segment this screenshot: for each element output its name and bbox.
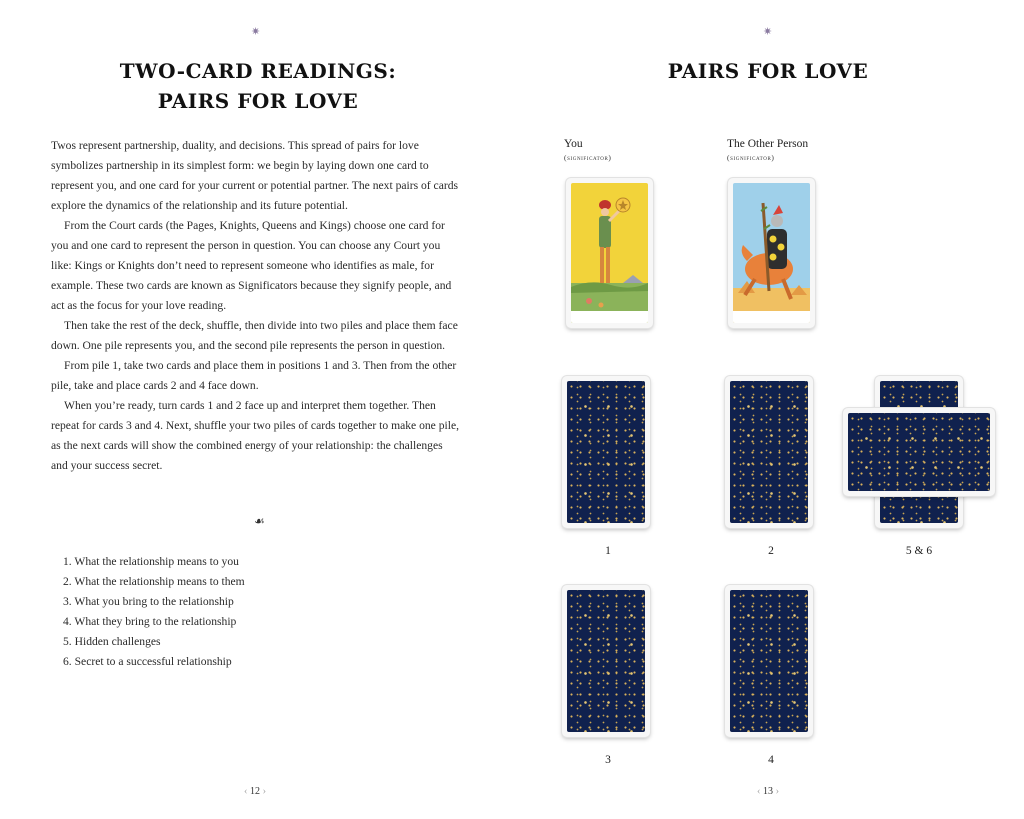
paragraph-5: When you’re ready, turn cards 1 and 2 face up and interpret them together. Then repeat for cards 3 and 4. Next, shuffle your two piles of cards together to make one pile, as the next cards will show the combined energy of your relationship: the challenges and your success secret. — [51, 399, 460, 472]
card-back-pattern — [848, 413, 990, 491]
significator-card-other — [728, 178, 815, 328]
page-number-value: 12 — [250, 786, 260, 797]
face-down-card-4 — [725, 585, 813, 737]
you-sublabel: (significator) — [564, 153, 612, 162]
title-line-1: TWO-CARD READINGS: — [119, 59, 397, 83]
page-of-pentacles-illustration — [571, 183, 648, 323]
page-number-value: 13 — [763, 786, 773, 797]
other-label — [727, 138, 808, 164]
page-title: PAIRS FOR LOVE — [667, 59, 869, 83]
right-page — [512, 0, 1024, 819]
face-down-card-6 — [843, 408, 995, 496]
other-sublabel: (significator) — [727, 153, 775, 162]
you-label-text: You — [564, 138, 583, 150]
star-ornament-icon: ✷ — [763, 25, 773, 38]
fleuron-icon: ☙ — [254, 514, 265, 528]
face-down-card-3 — [562, 585, 650, 737]
list-item: 6. Secret to a successful relationship — [63, 655, 232, 668]
folio-bracket-right: › — [262, 785, 267, 797]
page-number — [225, 785, 285, 797]
folio-bracket-left: ‹ — [243, 785, 248, 797]
position-label-2: 2 — [768, 545, 774, 557]
position-list — [63, 552, 363, 672]
position-label-3: 3 — [605, 754, 611, 766]
paragraph-1: Twos represent partnership, duality, and decisions. This spread of pairs for love symbolizes partnership in its simplest form: we begin by laying down one card to represent you, and one card for your current or potential partner. The next pairs of cards explore the dynamics of the relationship and its future potential. — [51, 139, 459, 212]
position-label-1: 1 — [605, 545, 611, 557]
face-down-card-1 — [562, 376, 650, 528]
page-number — [738, 785, 798, 797]
position-label-4: 4 — [768, 754, 774, 766]
card-back-pattern — [567, 381, 645, 523]
paragraph-4: From pile 1, take two cards and place them in positions 1 and 3. Then from the other pile, take and place cards 2 and 4 face down. — [51, 359, 457, 392]
title-line-2: PAIRS FOR LOVE — [157, 89, 359, 113]
you-label — [564, 138, 611, 164]
other-label-text: The Other Person — [727, 138, 809, 150]
list-item: 5. Hidden challenges — [63, 635, 161, 648]
paragraph-3: Then take the rest of the deck, shuffle, then divide into two piles and place them face down. One pile represents you, and the second pile represents the person in question. — [51, 319, 458, 352]
card-back-pattern — [567, 590, 645, 732]
card-back-pattern — [730, 590, 808, 732]
significator-card-you — [566, 178, 653, 328]
face-down-card-2 — [725, 376, 813, 528]
page-title — [2, 56, 514, 116]
card-back-pattern — [730, 381, 808, 523]
list-item: 1. What the relationship means to you — [63, 555, 239, 568]
list-item: 2. What the relationship means to them — [63, 575, 245, 588]
knight-card-illustration — [733, 183, 810, 323]
star-ornament-icon: ✷ — [251, 25, 261, 38]
list-item: 3. What you bring to the relationship — [63, 595, 234, 608]
folio-bracket-left: ‹ — [756, 785, 761, 797]
position-label-5-6: 5 & 6 — [905, 545, 933, 557]
list-item: 4. What they bring to the relationship — [63, 615, 237, 628]
folio-bracket-right: › — [775, 785, 780, 797]
paragraph-2: From the Court cards (the Pages, Knights, Queens and Kings) choose one card for you and one card to represent the person in question. You can choose any Court you like: Kings or Knights don’t need to represent someone who identifies as male, for example. These two cards are known as Significators because they signify people, and act as the focus for your love reading. — [51, 219, 452, 312]
body-text — [51, 136, 461, 476]
